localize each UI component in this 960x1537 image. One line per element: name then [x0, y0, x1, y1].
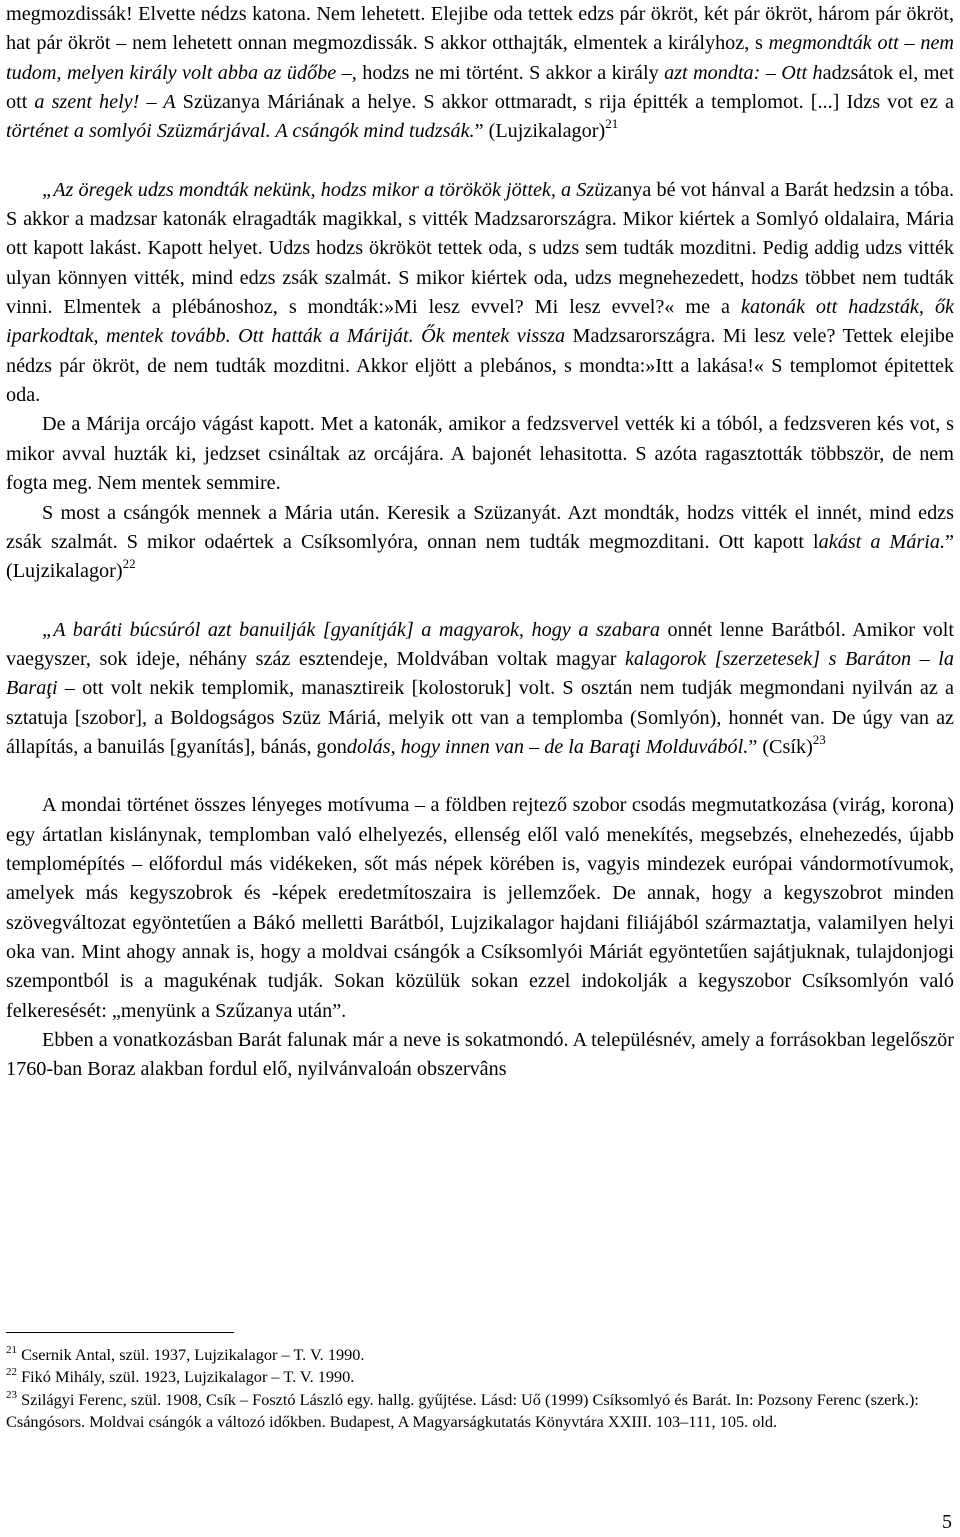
footnotes-section [6, 1344, 954, 1433]
italic-text-run: megmondták ott ‒ nem tudom, melyen király volt abba az üdőbe [6, 32, 954, 84]
italic-text-run: „A baráti búcsúról azt banuilják [gyanítják] a magyarok, hogy a szabara [42, 618, 660, 641]
text-run: megmozdissák! Elvette nédzs katona. Nem lehetett. Elejibe oda tettek edzs pár ökröt, két pár ökröt, három pár ökröt, hat pár ökröt ‒ nem lehetett onnan megmozdissák. [6, 3, 954, 55]
footnote-reference: 21 [605, 116, 619, 132]
text-run: onnét lenne Barátból. Amikor volt vaegyszer, sok ideje, néhány száz esztendeje, Moldvában voltak magyar [6, 618, 954, 670]
body-paragraph [6, 176, 954, 411]
footnote [6, 1389, 954, 1434]
text-run: adzsátok el, met ott [6, 61, 954, 114]
footnote-text: Fikó Mihály, szül. 1923, Lujzikalagor ‒ T. V. 1990. [17, 1367, 355, 1387]
body-paragraph [6, 499, 954, 587]
text-run: zanya bé vot hánval a Barát hedzsin a tóba. S akkor a madzsar katonák elragadták magikkal, s vitték Madzsarországra. Mikor kiértek a Somlyó oldalaira, Mária ott kapott lakást. Kapott helyet. Udzs hodzs ökrököt tettek oda, s udzs sem tudták mozditni. Pedig addig udzs vitték ulyan könnyen vitték, mind edzs zsák szalmát. S mikor kiértek oda, udzs megnehezedett, hodzs többet nem tudták vinni. Elmentek a plébánoshoz, s mondták:»Mi lesz evvel? Mi lesz evvel?« me a [6, 178, 954, 319]
italic-text-run: történet a somlyói Szüzmárjával. A csángók mind tudzsák. [6, 120, 475, 143]
italic-text-run: dolás, hogy innen van ‒ de la Baraţi Molduvából. [346, 735, 749, 758]
footnote-number: 22 [6, 1366, 17, 1379]
body-paragraph [6, 616, 954, 763]
body-paragraph [6, 0, 954, 147]
page-number: 5 [942, 1511, 952, 1533]
footnote-reference: 23 [812, 731, 826, 747]
text-run: ” (Lujzikalagor) [474, 120, 606, 143]
footnote-text: Szilágyi Ferenc, szül. 1908, Csík ‒ Fosztó László egy. hallg. gyűjtése. Lásd: Uő (1999) Csíksomlyó és Barát. In: Pozsony Ferenc (szerk.): Csángósors. Moldvai csángók a változó időkben. Budapest, A Magyarságkutatás Könyvtára XXIII. 103‒111, 105. old. [6, 1389, 919, 1431]
footnote [6, 1344, 954, 1366]
text-run: S akkor otthajták, elmentek a királyhoz, s [423, 32, 769, 55]
text-run: ott volt nekik templomik, manasztireik [kolostoruk] volt. S osztán nem tudják megmondani nyilván az a sztatuja [szobor], a Boldogságos Szüz Máriá, melyik ott van a templomba (Somlyón), honnét van. De úgy van az állapítás, a banuilás [gyanítás], bánás, gon [6, 677, 954, 758]
body-paragraph [6, 791, 954, 1026]
italic-text-run: akást a Mária. [818, 530, 946, 553]
text-run: A mondai történet összes lényeges motívuma ‒ a földben rejtező szobor csodás megmutatkozása (virág, korona) egy ártatlan kislánynak, templomban való elhelyezés, ellenség elől való menekítés, megsebzés, elnehezedés, újabb templomépítés ‒ előfordul más vidékeken, sőt más népek körében is, vagyis mindezek európai vándormotívumok, amelyek más kegyszobrok és -képek eredetmítoszaira is jellemzőek. De annak, hogy a kegyszobrot minden szövegváltozat egyöntetűen a Bákó melletti Barátból, Lujzikalagor hajdani filiájából származtatja, valamilyen helyi oka van. Mint ahogy annak is, hogy a moldvai csángók a Csíksomlyói Máriát egyöntetűen sajátjuknak, tulajdonjogi szempontból is a magukénak tudják. Sokan közülük sokan ezzel indokolják a kegyszobor Csíksomlyón való felkeresését: „menyünk a Szűzanya után”. [6, 794, 954, 1022]
footnote-number: 23 [6, 1388, 17, 1401]
footnote [6, 1366, 954, 1388]
text-run: De a Márija orcájo vágást kapott. Met a katonák, amikor a fedzsvervel vették ki a tóból, a fedzsveren kés vot, s mikor avval huzták ki, jedzset csináltak az orcájára. A bajonét lehasitotta. S azóta ragasztották többször, de nem fogta meg. Nem mentek semmire. [6, 413, 954, 495]
footnote-number: 21 [6, 1344, 17, 1356]
body-paragraph [6, 1026, 954, 1085]
document-body [6, 0, 954, 1085]
footnote-text: Csernik Antal, szül. 1937, Lujzikalagor ‒ T. V. 1990. [17, 1345, 365, 1364]
footnote-reference: 22 [122, 556, 136, 572]
italic-text-run: kalagorok [szerzetesek] s Baráton ‒ la Baraţi ‒ [6, 647, 954, 700]
body-paragraph [6, 410, 954, 498]
italic-text-run: azt mondta: ‒ Ott h [664, 61, 823, 84]
italic-text-run: katonák ott hadzsták, ők iparkodtak, mentek tovább. Ott hatták a Máriját. Ők mentek vissza [6, 296, 954, 348]
text-run: ” (Csík) [748, 735, 813, 758]
text-run: ‒, hodzs ne mi történt. S akkor a király [336, 61, 665, 84]
footnote-separator [6, 1332, 234, 1333]
text-run: Szüzanya Máriának a helye. S akkor ottmaradt, s rija épitték a templomot. [...] Idzs vot ez a [175, 91, 954, 114]
text-run: S most a csángók mennek a Mária után. Keresik a Szüzanyát. Azt mondták, hodzs vitték el innét, mind edzs zsák szalmát. S mikor odaértek a Csíksomlyóra, onnan nem tudták megmozditani. Ott kapott l [6, 501, 954, 553]
text-run: Ebben a vonatkozásban Barát falunak már a neve is sokatmondó. A településnév, amely a forrásokban legelőször 1760-ban Boraz alakban fordul elő, nyilvánvaloán obszervâns [6, 1029, 954, 1081]
italic-text-run: a szent hely! ‒ A [34, 91, 176, 114]
text-run: ” (Lujzikalagor) [6, 530, 954, 583]
text-run: Madzsarországra. Mi lesz vele? Tettek elejibe nédzs pár ökröt, de nem tudták mozditni. Akkor eljött a plebános, s mondta:»Itt a lakása!« S templomot épitettek oda. [6, 325, 954, 407]
italic-text-run: „Az öregek udzs mondták nekünk, hodzs mikor a törökök jöttek, a Szü [42, 178, 605, 201]
